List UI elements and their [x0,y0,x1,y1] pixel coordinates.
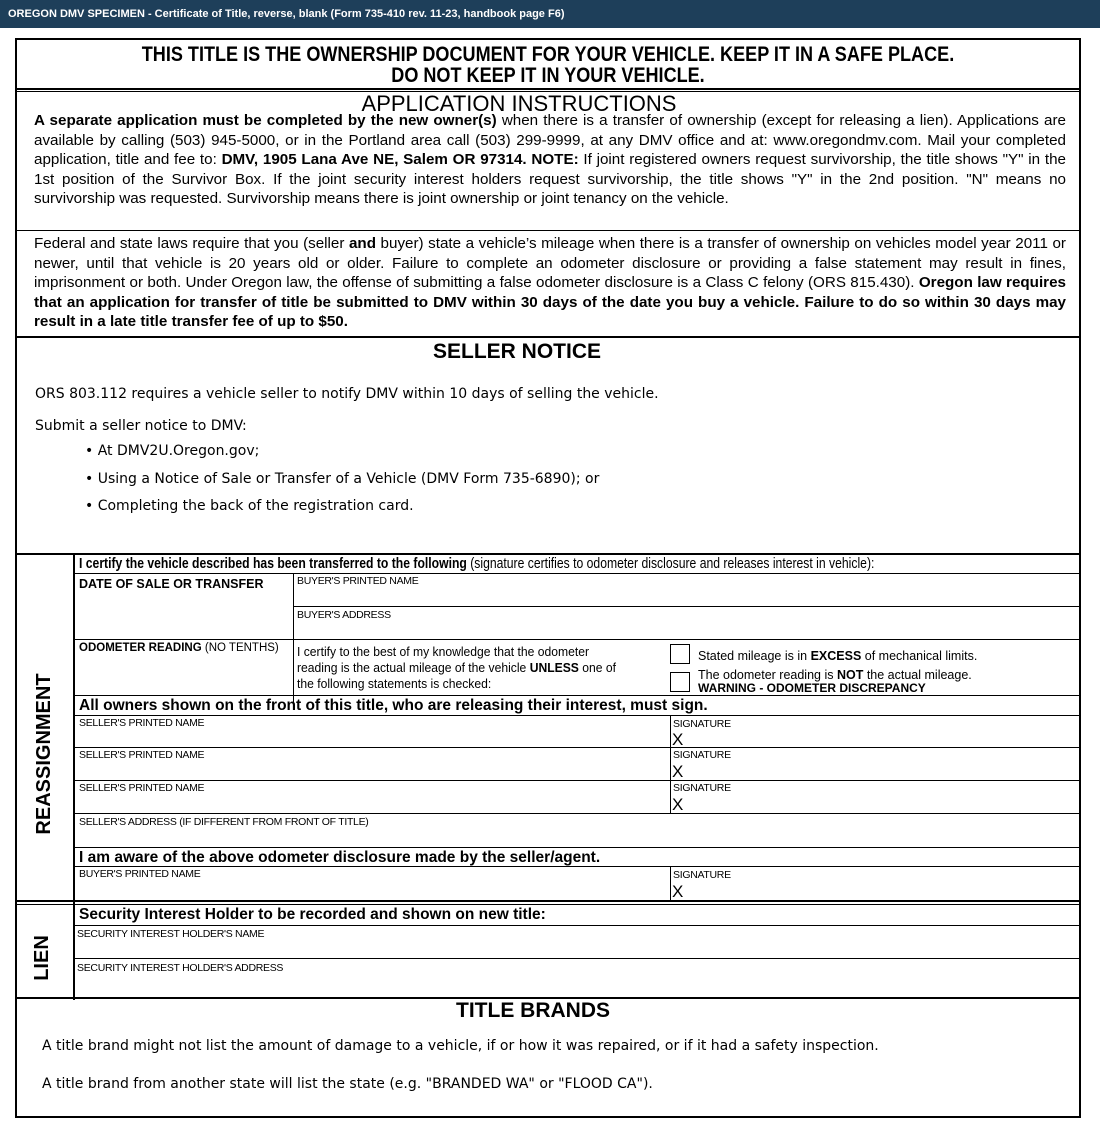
divider [17,904,1079,905]
excess-bold: EXCESS [810,649,862,663]
odometer-cert-text: one of [578,660,617,675]
seller-address-field[interactable] [79,830,1075,846]
odometer-reading-bold: ODOMETER READING [79,642,202,654]
divider [17,900,1079,902]
excess-mileage-label [698,649,977,663]
odometer-cert-text: reading is the actual mileage of the vehicle [297,660,530,675]
instructions-paragraph-1 [34,111,1066,209]
divider [74,847,1079,848]
divider [293,606,1079,607]
buyer-address-label: BUYER'S ADDRESS [297,609,391,621]
specimen-banner: OREGON DMV SPECIMEN - Certificate of Title, reverse, blank (Form 735-410 rev. 11-23, handbook page F6) [0,0,1100,28]
certify-bold: I certify the vehicle described has been transferred to the following [79,556,467,572]
divider [74,573,1079,574]
title-brands-line-1: A title brand might not list the amount of damage to a vehicle, if or how it was repaired, or if it had a safety inspection. [42,1038,879,1054]
buyer-aware-heading: I am aware of the above odometer disclosure made by the seller/agent. [79,849,601,866]
buyer-name-label: BUYER'S PRINTED NAME [79,868,201,880]
odometer-cert-unless: UNLESS [529,660,579,675]
lien-holder-address-field[interactable] [77,975,1075,997]
divider [74,958,1079,959]
instructions-title: APPLICATION INSTRUCTIONS [361,91,677,116]
divider [17,553,1079,555]
signature-label: SIGNATURE [673,782,731,794]
signature-label: SIGNATURE [673,718,731,730]
seller-name-label: SELLER'S PRINTED NAME [79,782,205,794]
instructions-bold-2: DMV, 1905 Lana Ave NE, Salem OR 97314. NOTE: [221,151,579,168]
divider [670,866,671,900]
lien-holder-name-field[interactable] [77,941,1075,957]
not-actual-text: The odometer reading is [698,668,837,682]
buyer-signature-field[interactable] [689,881,1077,898]
owners-must-sign-heading: All owners shown on the front of this title, who are releasing their interest, must sign. [79,697,708,714]
divider [74,813,1079,814]
lien-heading: Security Interest Holder to be recorded and shown on new title: [79,906,546,923]
buyer-printed-name-field[interactable] [79,881,667,898]
odometer-law-bold-1: and [348,235,376,252]
divider [17,336,1079,338]
lien-holder-address-label: SECURITY INTEREST HOLDER'S ADDRESS [77,962,284,974]
buyer-name-label: BUYER'S PRINTED NAME [297,575,419,587]
divider [74,715,1079,716]
divider [17,88,1079,90]
instructions-text-2: If joint registered owners request survivorship, the title shows "Y" in the 1st position of the Survivor Box. If the joint security interest holders request survivorship, the title shows "Y" in the 2nd position. "N" means no survivorship was requested. Survivorship means there is joint ownership or joint tenancy on the vehicle. [34,151,1066,207]
odometer-law-text-2: buyer) state a vehicle’s mileage when there is a transfer of ownership on vehicles model year 2011 or newer, until that vehicle is 20 years old or older. Failure to complete an odometer disclosure or providing a false statement may result in fines, imprisonment or both. Under Oregon law, the offense of submitting a false odometer disclosure is a Class C felony (ORS 815.430). [34,235,1066,291]
odometer-reading-rest: (NO TENTHS) [201,642,279,654]
section-side-divider [73,553,75,1000]
odometer-certification [297,644,647,692]
header-line-1: THIS TITLE IS THE OWNERSHIP DOCUMENT FOR YOUR VEHICLE. KEEP IT IN A SAFE PLACE. [141,43,955,66]
instructions-paragraph-2 [34,234,1066,332]
seller-name-field-3[interactable] [79,795,667,812]
lien-holder-name-label: SECURITY INTEREST HOLDER'S NAME [77,928,265,940]
odometer-reading-label [79,642,279,655]
odometer-law-bold-2: Oregon law requires that an application for transfer of title be submitted to DMV within 30 days of the date you buy a vehicle. Failure to do so within 30 days may result in a late title transfer fee of up to $50. [34,274,1066,330]
seller-notice-bullet: • Using a Notice of Sale or Transfer of a Vehicle (DMV Form 735-6890); or [85,470,599,488]
signature-label: SIGNATURE [673,869,731,881]
date-of-sale-field[interactable] [79,592,291,636]
divider [74,780,1079,781]
instructions-text-1: when there is a transfer of ownership (except for releasing a lien). Applications are available by calling (503) 945-5000, or in the Portland area call (503) 299-9999, at any DMV office and at: www.oregondmv.com. Mail your completed application, title and fee to: [34,112,1066,168]
reassignment-side-label: REASSIGNMENT [33,673,55,835]
divider [74,925,1079,926]
signature-x-mark: X [672,730,684,749]
title-brands-line-2: A title brand from another state will list the state (e.g. "BRANDED WA" or "FLOOD CA"). [42,1076,653,1092]
seller-signature-field-1[interactable] [689,730,1077,746]
divider [74,639,1079,640]
signature-x-mark: X [672,882,684,901]
divider [74,695,1079,696]
signature-x-mark: X [672,795,684,814]
header-line-2: DO NOT KEEP IT IN YOUR VEHICLE. [391,64,705,87]
seller-notice-bullet: • At DMV2U.Oregon.gov; [85,442,259,460]
excess-text: Stated mileage is in [698,649,811,663]
lien-side-label: LIEN [31,935,53,981]
seller-notice-line-2: Submit a seller notice to DMV: [35,418,247,434]
date-of-sale-label: DATE OF SALE OR TRANSFER [79,577,264,591]
excess-text: of mechanical limits. [861,649,978,663]
odometer-law-text-1: Federal and state laws require that you (seller [34,235,349,252]
title-reverse-document [15,38,1081,1118]
certify-statement [79,556,874,572]
odometer-discrepancy-warning: WARNING - ODOMETER DISCREPANCY [698,681,926,695]
seller-address-label: SELLER'S ADDRESS (IF DIFFERENT FROM FRONT OF TITLE) [79,816,369,828]
buyer-address-field[interactable] [297,622,1077,638]
seller-name-label: SELLER'S PRINTED NAME [79,717,205,729]
seller-signature-field-2[interactable] [689,762,1077,778]
signature-label: SIGNATURE [673,749,731,761]
odometer-cert-line-1: I certify to the best of my knowledge that the odometer [297,644,590,659]
seller-notice-title: SELLER NOTICE [432,340,601,363]
seller-name-field-2[interactable] [79,762,667,778]
divider [670,715,671,814]
not-actual-mileage-checkbox[interactable] [670,672,690,692]
seller-name-field-1[interactable] [79,730,667,746]
buyer-name-field[interactable] [297,588,1077,606]
divider [17,230,1079,231]
odometer-cert-line-3: the following statements is checked: [297,676,492,691]
not-actual-bold: NOT [836,668,864,682]
odometer-cert-line-2 [297,660,647,676]
not-actual-text: the actual mileage. [863,668,972,682]
divider [74,866,1079,867]
instructions-bold-1: A separate application must be completed by the new owner(s) [34,112,497,129]
seller-signature-field-3[interactable] [689,795,1077,812]
signature-x-mark: X [672,762,684,781]
seller-notice-line-1: ORS 803.112 requires a vehicle seller to notify DMV within 10 days of selling the vehicle. [35,386,659,402]
certify-rest: (signature certifies to odometer disclosure and releases interest in vehicle): [466,556,875,572]
seller-name-label: SELLER'S PRINTED NAME [79,749,205,761]
title-brands-title: TITLE BRANDS [456,999,610,1022]
divider [74,747,1079,748]
excess-mileage-checkbox[interactable] [670,644,690,664]
seller-notice-bullet: • Completing the back of the registration card. [85,497,414,515]
